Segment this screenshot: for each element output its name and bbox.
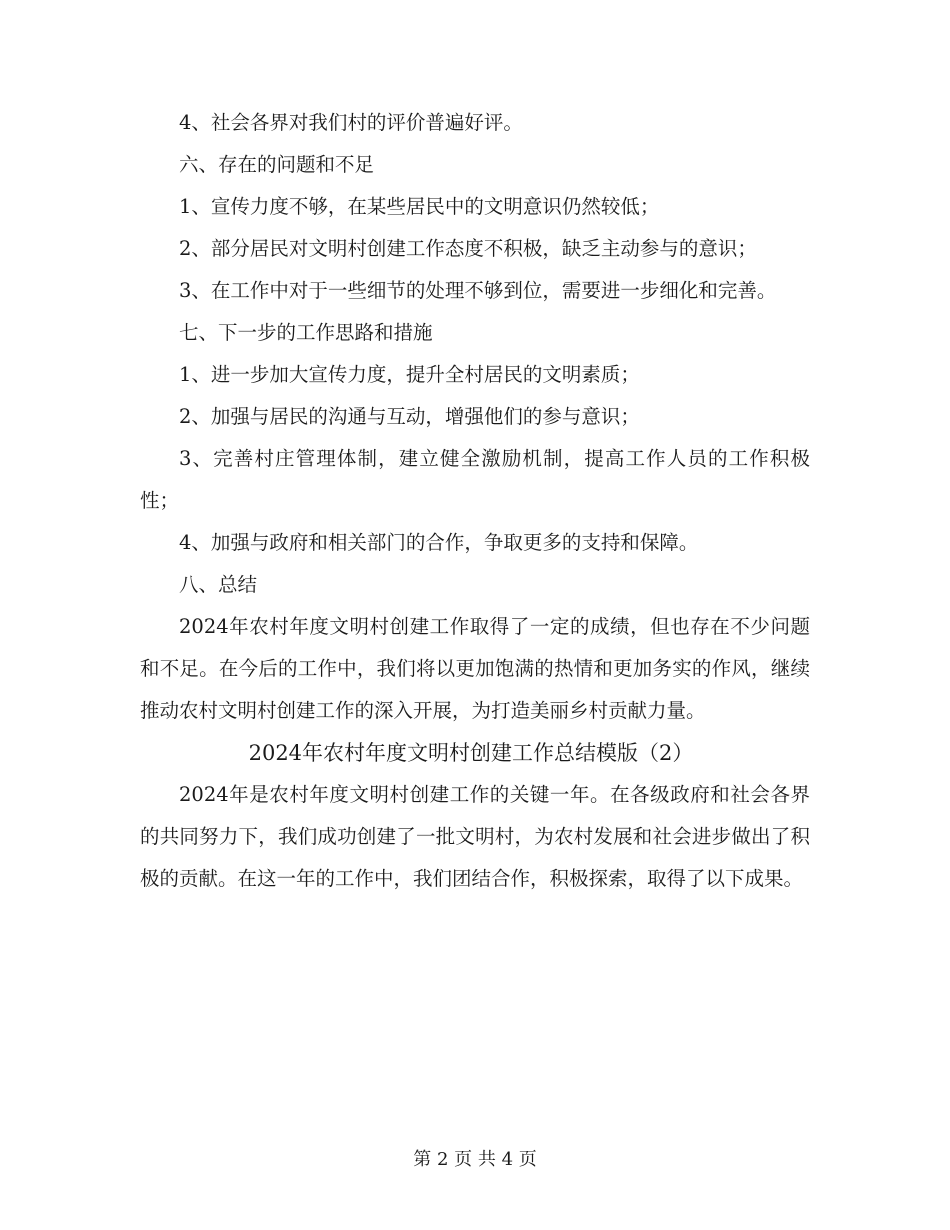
paragraph-intro-2024: 2024年是农村年度文明村创建工作的关键一年。在各级政府和社会各界的共同努力下，我们成功创建了一批文明村，为农村发展和社会进步做出了积极的贡献。在这一年的工作中，我们团结合作，积极探索，取得了以下成果。 bbox=[140, 783, 810, 890]
paragraph-measure-3: 3、完善村庄管理体制，建立健全激励机制，提高工作人员的工作积极性； bbox=[140, 447, 810, 512]
paragraph-measure-4: 4、加强与政府和相关部门的合作，争取更多的支持和保障。 bbox=[179, 531, 699, 554]
document-title-template-2: 2024年农村年度文明村创建工作总结模版（2） bbox=[248, 741, 694, 765]
paragraph-measure-2: 2、加强与居民的沟通与互动，增强他们的参与意识； bbox=[179, 405, 640, 428]
paragraph-summary: 2024年农村年度文明村创建工作取得了一定的成绩，但也存在不少问题和不足。在今后的工作中，我们将以更加饱满的热情和更加务实的作风，继续推动农村文明村创建工作的深入开展，为打造美丽乡村贡献力量。 bbox=[140, 615, 810, 722]
paragraph-problem-2: 2、部分居民对文明村创建工作态度不积极，缺乏主动参与的意识； bbox=[179, 237, 757, 260]
section-heading-next-steps: 七、下一步的工作思路和措施 bbox=[179, 321, 433, 344]
page-number-footer: 第 2 页 共 4 页 bbox=[413, 1149, 537, 1170]
section-heading-problems: 六、存在的问题和不足 bbox=[179, 153, 375, 176]
paragraph-item-4-evaluation: 4、社会各界对我们村的评价普遍好评。 bbox=[179, 111, 523, 134]
paragraph-measure-1: 1、进一步加大宣传力度，提升全村居民的文明素质； bbox=[179, 363, 640, 386]
document-body bbox=[140, 102, 810, 900]
section-heading-summary: 八、总结 bbox=[179, 573, 258, 596]
paragraph-problem-3: 3、在工作中对于一些细节的处理不够到位，需要进一步细化和完善。 bbox=[179, 279, 777, 302]
paragraph-problem-1: 1、宣传力度不够，在某些居民中的文明意识仍然较低； bbox=[179, 195, 660, 218]
